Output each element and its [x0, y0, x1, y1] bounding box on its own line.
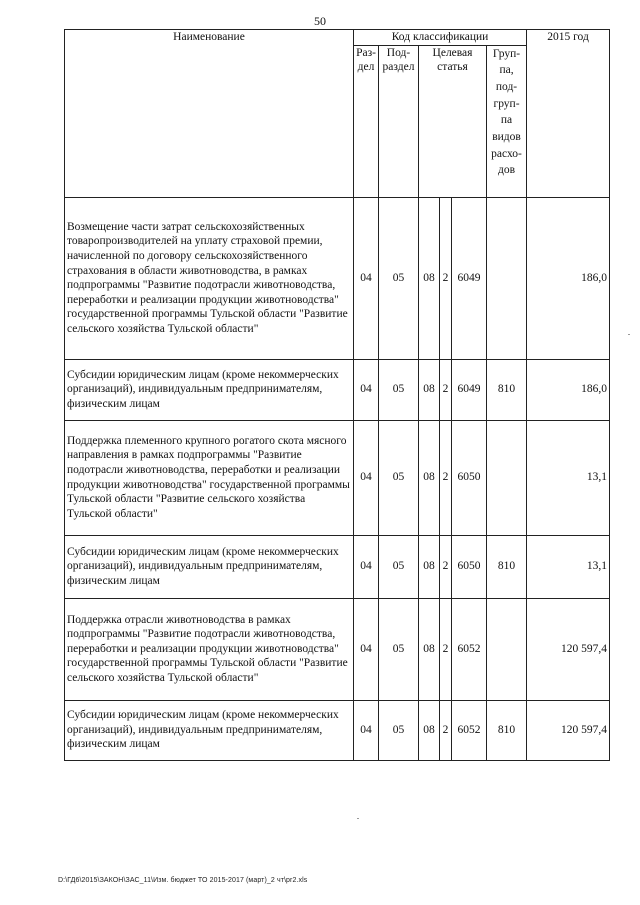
row-target-subprogram: 2: [440, 598, 452, 700]
scan-speck: [357, 818, 359, 819]
row-section: 04: [354, 535, 379, 598]
header-group-line: под-: [495, 80, 518, 93]
row-group: [487, 420, 527, 535]
table-row: [65, 700, 610, 760]
row-group: [487, 197, 527, 359]
header-target-line: Целевая: [432, 46, 473, 59]
row-subsection: 05: [379, 535, 419, 598]
row-amount: 120 597,4: [527, 598, 610, 700]
row-target-program: 08: [419, 598, 440, 700]
row-target-program: 08: [419, 420, 440, 535]
budget-table: [64, 29, 610, 761]
row-section: 04: [354, 359, 379, 420]
row-amount: 13,1: [527, 420, 610, 535]
table-row: [65, 420, 610, 535]
row-target-direction: 6049: [452, 359, 487, 420]
header-section-line: дел: [357, 61, 375, 74]
header-group-line: па,: [499, 64, 514, 77]
page-number: 50: [314, 14, 326, 28]
header-section-line: Раз-: [356, 46, 376, 59]
table-row: [65, 197, 610, 359]
row-amount: 13,1: [527, 535, 610, 598]
table-row: [65, 535, 610, 598]
row-group: 810: [487, 359, 527, 420]
row-group: [487, 598, 527, 700]
row-subsection: 05: [379, 598, 419, 700]
row-subsection: 05: [379, 420, 419, 535]
header-group-line: расхо-: [491, 147, 522, 160]
row-name: Субсидии юридическим лицам (кроме некоммерческих организаций), индивидуальным предпринимателям, физическим лицам: [65, 535, 354, 598]
row-target-subprogram: 2: [440, 700, 452, 760]
header-name: Наименование: [65, 30, 354, 198]
row-target-subprogram: 2: [440, 359, 452, 420]
header-section: [354, 45, 379, 197]
row-amount: 186,0: [527, 197, 610, 359]
header-group-line: груп-: [493, 97, 520, 110]
row-subsection: 05: [379, 700, 419, 760]
row-name: Возмещение части затрат сельскохозяйственных товаропроизводителей на уплату страховой премии, начисленной по договору сельскохозяйственного страхования в области животноводства, в рамках подпрограммы "Развитие подотрасли животноводства, переработки и реализации продукции животноводства" государственной программы Тульской области "Развитие сельского хозяйства Тульской области": [65, 197, 354, 359]
row-target-subprogram: 2: [440, 420, 452, 535]
header-target: [419, 45, 487, 197]
header-group-line: па: [500, 114, 513, 127]
header-group: [487, 45, 527, 197]
file-path-footer: D:\ГД6\2015\ЗАКОН\ЗАС_11\Изм. бюджет ТО 2015-2017 (март)_2 чт\pr2.xls: [58, 877, 308, 884]
row-target-program: 08: [419, 535, 440, 598]
row-group: 810: [487, 535, 527, 598]
row-target-program: 08: [419, 197, 440, 359]
header-group-line: видов: [492, 130, 521, 143]
row-target-subprogram: 2: [440, 197, 452, 359]
row-section: 04: [354, 700, 379, 760]
row-target-direction: 6052: [452, 598, 487, 700]
scan-speck: [628, 334, 630, 335]
row-target-program: 08: [419, 700, 440, 760]
row-target-direction: 6049: [452, 197, 487, 359]
row-subsection: 05: [379, 359, 419, 420]
row-target-direction: 6050: [452, 420, 487, 535]
row-amount: 120 597,4: [527, 700, 610, 760]
row-subsection: 05: [379, 197, 419, 359]
table-row: [65, 598, 610, 700]
row-name: Поддержка племенного крупного рогатого скота мясного направления в рамках подпрограммы "Развитие подотрасли животноводства, переработки и реализации продукции животноводства" государственной программы Тульской области "Развитие сельского хозяйства Тульской области": [65, 420, 354, 535]
header-subsection: [379, 45, 419, 197]
header-group-line: дов: [498, 164, 516, 177]
row-group: 810: [487, 700, 527, 760]
row-target-direction: 6050: [452, 535, 487, 598]
row-target-program: 08: [419, 359, 440, 420]
row-name: Субсидии юридическим лицам (кроме некоммерческих организаций), индивидуальным предпринимателям, физическим лицам: [65, 359, 354, 420]
header-target-line: статья: [437, 61, 468, 74]
header-classification: Код классификации: [354, 30, 527, 46]
header-year: 2015 год: [527, 30, 610, 198]
row-target-direction: 6052: [452, 700, 487, 760]
row-amount: 186,0: [527, 359, 610, 420]
row-name: Поддержка отрасли животноводства в рамках подпрограммы "Развитие подотрасли животноводства, переработки и реализации продукции животноводства" государственной программы Тульской области "Развитие сельского хозяйства Тульской области": [65, 598, 354, 700]
row-section: 04: [354, 197, 379, 359]
header-group-line: Груп-: [492, 47, 521, 60]
row-target-subprogram: 2: [440, 535, 452, 598]
header-subsection-line: Под-: [386, 46, 411, 59]
row-section: 04: [354, 598, 379, 700]
row-section: 04: [354, 420, 379, 535]
row-name: Субсидии юридическим лицам (кроме некоммерческих организаций), индивидуальным предпринимателям, физическим лицам: [65, 700, 354, 760]
header-subsection-line: раздел: [382, 61, 415, 74]
table-row: [65, 359, 610, 420]
header-row-top: [65, 30, 610, 46]
